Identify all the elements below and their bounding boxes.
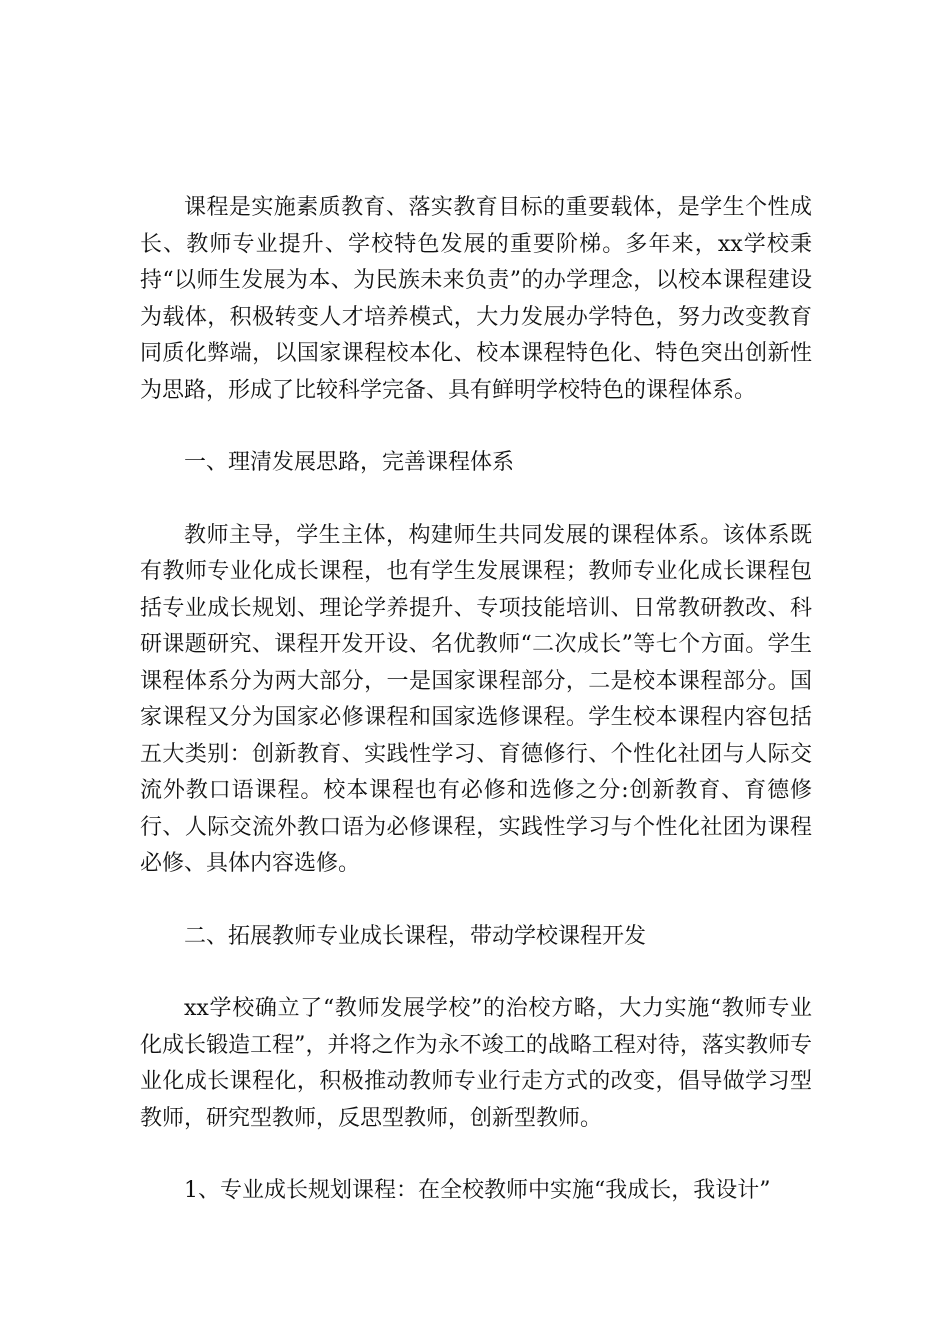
intro-paragraph: 课程是实施素质教育、落实教育目标的重要载体，是学生个性成长、教师专业提升、学校特色发展的重要阶梯。多年来，xx学校秉持“以师生发展为本、为民族未来负责”的办学理念，以校本课程建设为载体，积极转变人才培养模式，大力发展办学特色，努力改变教育同质化弊端，以国家课程校本化、校本课程特色化、特色突出创新性为思路，形成了比较科学完备、具有鲜明学校特色的课程体系。 [140, 195, 812, 403]
teacher-development-paragraph: xx学校确立了“教师发展学校”的治校方略，大力实施“教师专业化成长锻造工程”，并将之作为永不竣工的战略工程对待，落实教师专业化成长课程化，积极推动教师专业行走方式的改变，倡导做学习型教师，研究型教师，反思型教师，创新型教师。 [140, 996, 812, 1131]
section-heading-1: 一、理清发展思路，完善课程体系 [184, 450, 515, 475]
planning-course-paragraph: 1、专业成长规划课程：在全校教师中实施“我成长，我设计” [184, 1178, 771, 1203]
section-heading-2: 二、拓展教师专业成长课程，带动学校课程开发 [184, 923, 647, 949]
document-body [140, 190, 812, 1210]
course-system-paragraph: 教师主导，学生主体，构建师生共同发展的课程体系。该体系既有教师专业化成长课程，也有学生发展课程；教师专业化成长课程包括专业成长规划、理论学养提升、专项技能培训、日常教研教改、科研课题研究、课程开发开设、名优教师“二次成长”等七个方面。学生课程体系分为两大部分，一是国家课程部分，二是校本课程部分。国家课程又分为国家必修课程和国家选修课程。学生校本课程内容包括五大类别：创新教育、实践性学习、育德修行、个性化社团与人际交流外教口语课程。校本课程也有必修和选修之分:创新教育、育德修行、人际交流外教口语为必修课程，实践性学习与个性化社团为课程必修、具体内容选修。 [140, 522, 812, 876]
